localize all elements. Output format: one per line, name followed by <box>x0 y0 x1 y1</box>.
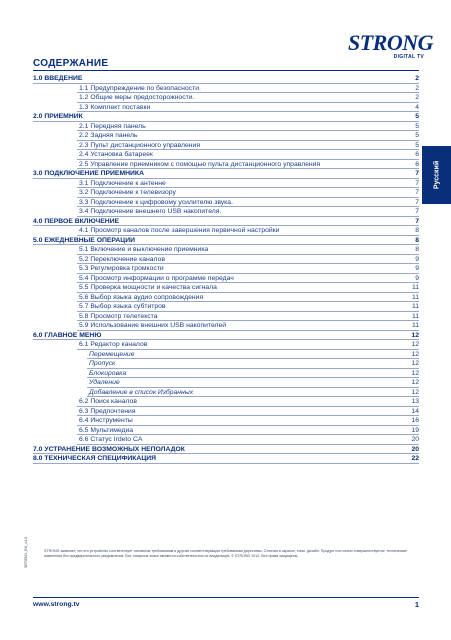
toc-page: 11 <box>411 284 419 291</box>
toc-entry[interactable] <box>33 407 419 417</box>
toc-entry[interactable] <box>33 340 419 350</box>
toc-entry[interactable] <box>33 245 419 255</box>
toc-page: 9 <box>415 265 419 272</box>
toc-page: 20 <box>411 445 419 453</box>
toc-page: 19 <box>411 426 419 434</box>
toc-page: 9 <box>415 274 419 282</box>
toc-label: 1.3 Комплект поставки <box>79 103 151 111</box>
toc-page: 12 <box>411 388 419 396</box>
toc-page: 2 <box>415 94 419 101</box>
toc-entry[interactable] <box>33 160 419 170</box>
toc-label: Добавление в список Избранных <box>89 388 194 396</box>
toc-page: 12 <box>411 350 419 358</box>
page-number: 1 <box>414 600 419 609</box>
brand-name: STRONG <box>348 30 434 55</box>
toc-section[interactable] <box>33 454 419 464</box>
toc-label: 5.1 Включение и выключение приемника <box>79 246 209 253</box>
toc-label: 1.1 Предупреждение по безопасности. <box>79 84 201 92</box>
toc-page: 6 <box>415 151 419 158</box>
footer-url[interactable]: www.strong.tv <box>33 601 80 608</box>
toc-entry[interactable] <box>33 435 419 445</box>
toc-page: 7 <box>415 189 419 196</box>
toc-page: 20 <box>411 436 419 443</box>
toc-page: 7 <box>415 198 419 206</box>
toc-entry[interactable] <box>33 150 419 160</box>
toc-page: 8 <box>415 236 419 244</box>
toc-entry[interactable] <box>33 207 419 217</box>
toc-entry[interactable] <box>33 274 419 284</box>
toc-page: 7 <box>415 179 419 187</box>
toc-label: 1.0 ВВЕДЕНИЕ <box>33 75 83 82</box>
toc-page: 16 <box>411 417 419 424</box>
toc-page: 11 <box>411 322 419 329</box>
toc-label: 4.0 ПЕРВОЕ ВКЛЮЧЕНИЕ <box>33 217 120 225</box>
toc-entry[interactable] <box>33 93 419 103</box>
toc-label: 5.2 Переключение каналов <box>79 255 165 263</box>
toc-label: 3.4 Подключение внешнего USB накопителя. <box>79 208 222 215</box>
toc-entry[interactable] <box>33 103 419 113</box>
toc-section[interactable] <box>33 331 419 341</box>
toc-page: 14 <box>411 407 419 415</box>
toc-page: 7 <box>415 170 419 177</box>
toc-underline <box>33 463 419 464</box>
toc-section[interactable] <box>33 74 419 84</box>
toc-entry[interactable] <box>33 84 419 94</box>
toc-page: 4 <box>415 103 419 111</box>
toc-label: 8.0 ТЕХНИЧЕСКАЯ СПЕЦИФИКАЦИЯ <box>33 455 157 462</box>
toc-page: 7 <box>415 208 419 215</box>
toc-subentry[interactable] <box>33 369 419 379</box>
legal-footnote: STRONG заявляет, что это устройство соответствует основным требованиям и другим соответствующим требованиям директивы. Отличия в окраске, типы, дизайн. Продукт постоянно совершенствуется, технические изменения без предварительного уведомления. Все товарные знаки являются собственностью их владельцев. © STRONG 2012. Все права защищены. <box>44 549 408 558</box>
toc-label: 5.6 Выбор языка аудио сопровождения <box>79 293 204 301</box>
table-of-contents <box>33 74 419 464</box>
language-tab-label: Русский <box>433 160 440 190</box>
document-code: SRT8503_RU_v1.0 <box>24 536 28 568</box>
toc-label: 3.1 Подключение к антенне <box>79 179 166 187</box>
toc-entry[interactable] <box>33 397 419 407</box>
toc-label: 5.5 Проверка мощности и качества сигнала <box>79 284 217 291</box>
toc-page: 12 <box>411 379 419 386</box>
toc-entry[interactable] <box>33 283 419 293</box>
toc-label: 3.0 ПОДКЛЮЧЕНИЕ ПРИЕМНИКА <box>33 170 144 177</box>
brand-logo <box>348 30 434 62</box>
toc-entry[interactable] <box>33 198 419 208</box>
toc-label: 6.0 ГЛАВНОЕ МЕНЮ <box>33 331 102 339</box>
toc-label: 6.2 Поиск каналов <box>79 398 137 405</box>
toc-entry[interactable] <box>33 131 419 141</box>
toc-page: 5 <box>415 141 419 149</box>
toc-entry[interactable] <box>33 122 419 132</box>
toc-page: 6 <box>415 160 419 168</box>
toc-page: 11 <box>411 312 419 320</box>
toc-entry[interactable] <box>33 255 419 265</box>
toc-label: 5.0 ЕЖЕДНЕВНЫЕ ОПЕРАЦИИ <box>33 236 136 244</box>
toc-label: 3.3 Подключение к цифровому усилителю звука. <box>79 198 233 206</box>
toc-label: 3.2 Подключение к телевизору <box>79 189 176 196</box>
toc-entry[interactable] <box>33 416 419 426</box>
toc-page: 13 <box>411 398 419 405</box>
toc-label: 2.1 Передняя панель <box>79 122 146 130</box>
toc-label: 1.2 Общие меры предосторожности. <box>79 94 195 101</box>
title-divider <box>33 70 419 71</box>
toc-entry[interactable] <box>33 226 419 236</box>
toc-entry[interactable] <box>33 312 419 322</box>
toc-label: 6.3 Предпочтения <box>79 407 136 415</box>
toc-section[interactable] <box>33 445 419 455</box>
toc-entry[interactable] <box>33 188 419 198</box>
toc-label: 6.4 Инструменты <box>79 417 133 424</box>
toc-page: 5 <box>415 113 419 120</box>
toc-page: 12 <box>411 331 419 339</box>
toc-page: 11 <box>411 293 419 301</box>
toc-label: 5.7 Выбор языка субтитров <box>79 303 166 310</box>
footer-divider <box>33 597 419 598</box>
toc-page: 12 <box>411 341 419 348</box>
toc-label: 2.5 Управление приемником с помощью пульта дистанционного управления <box>79 160 321 168</box>
toc-section[interactable] <box>33 112 419 122</box>
toc-page: 12 <box>411 360 419 367</box>
toc-label: 5.9 Использование внешних USB накопителей <box>79 322 227 329</box>
toc-page: 12 <box>411 369 419 377</box>
toc-page: 2 <box>415 75 419 82</box>
toc-entry[interactable] <box>33 302 419 312</box>
toc-label: 4.1 Просмотр каналов после завершения первичной настройки <box>79 227 280 234</box>
toc-label: 6.1 Редактор каналов <box>79 341 148 348</box>
toc-entry[interactable] <box>33 293 419 303</box>
page-title: СОДЕРЖАНИЕ <box>33 58 109 69</box>
toc-entry[interactable] <box>33 426 419 436</box>
toc-entry[interactable] <box>33 141 419 151</box>
toc-section[interactable] <box>33 236 419 246</box>
toc-label: 5.8 Просмотр телетекста <box>79 312 158 320</box>
toc-label: Перемещение <box>89 350 135 358</box>
toc-page: 8 <box>415 246 419 253</box>
toc-entry[interactable] <box>33 264 419 274</box>
toc-subentry[interactable] <box>33 378 419 388</box>
toc-label: Удаление <box>89 379 120 386</box>
toc-subentry[interactable] <box>33 388 419 398</box>
brand-subtitle: DIGITAL TV <box>393 54 424 60</box>
toc-section[interactable] <box>33 169 419 179</box>
toc-label: Пропуск <box>89 360 116 367</box>
toc-label: 2.0 ПРИЕМНИК <box>33 113 83 120</box>
toc-label: Блокировка <box>89 369 127 377</box>
toc-subentry[interactable] <box>33 359 419 369</box>
toc-label: 2.2 Задняя панель <box>79 132 138 139</box>
toc-label: 5.3 Регулировка громкости <box>79 265 164 272</box>
toc-subentry[interactable] <box>33 350 419 360</box>
toc-page: 7 <box>415 217 419 225</box>
toc-section[interactable] <box>33 217 419 227</box>
toc-page: 2 <box>415 84 419 92</box>
toc-page: 11 <box>411 303 419 310</box>
toc-page: 5 <box>415 122 419 130</box>
toc-entry[interactable] <box>33 321 419 331</box>
language-tab <box>422 146 451 204</box>
toc-label: 7.0 УСТРАНЕНИЕ ВОЗМОЖНЫХ НЕПОЛАДОК <box>33 445 185 453</box>
toc-label: 6.6 Статус Irdeto CA <box>79 436 143 443</box>
toc-page: 22 <box>411 455 419 462</box>
toc-label: 2.4 Установка батареек <box>79 151 153 158</box>
toc-page: 8 <box>415 227 419 234</box>
toc-page: 5 <box>415 132 419 139</box>
toc-label: 6.5 Мультимедиа <box>79 426 134 434</box>
toc-label: 5.4 Просмотр информации о программе передач <box>79 274 234 282</box>
toc-label: 2.3 Пульт дистанционного управления <box>79 141 201 149</box>
toc-page: 9 <box>415 255 419 263</box>
toc-entry[interactable] <box>33 179 419 189</box>
